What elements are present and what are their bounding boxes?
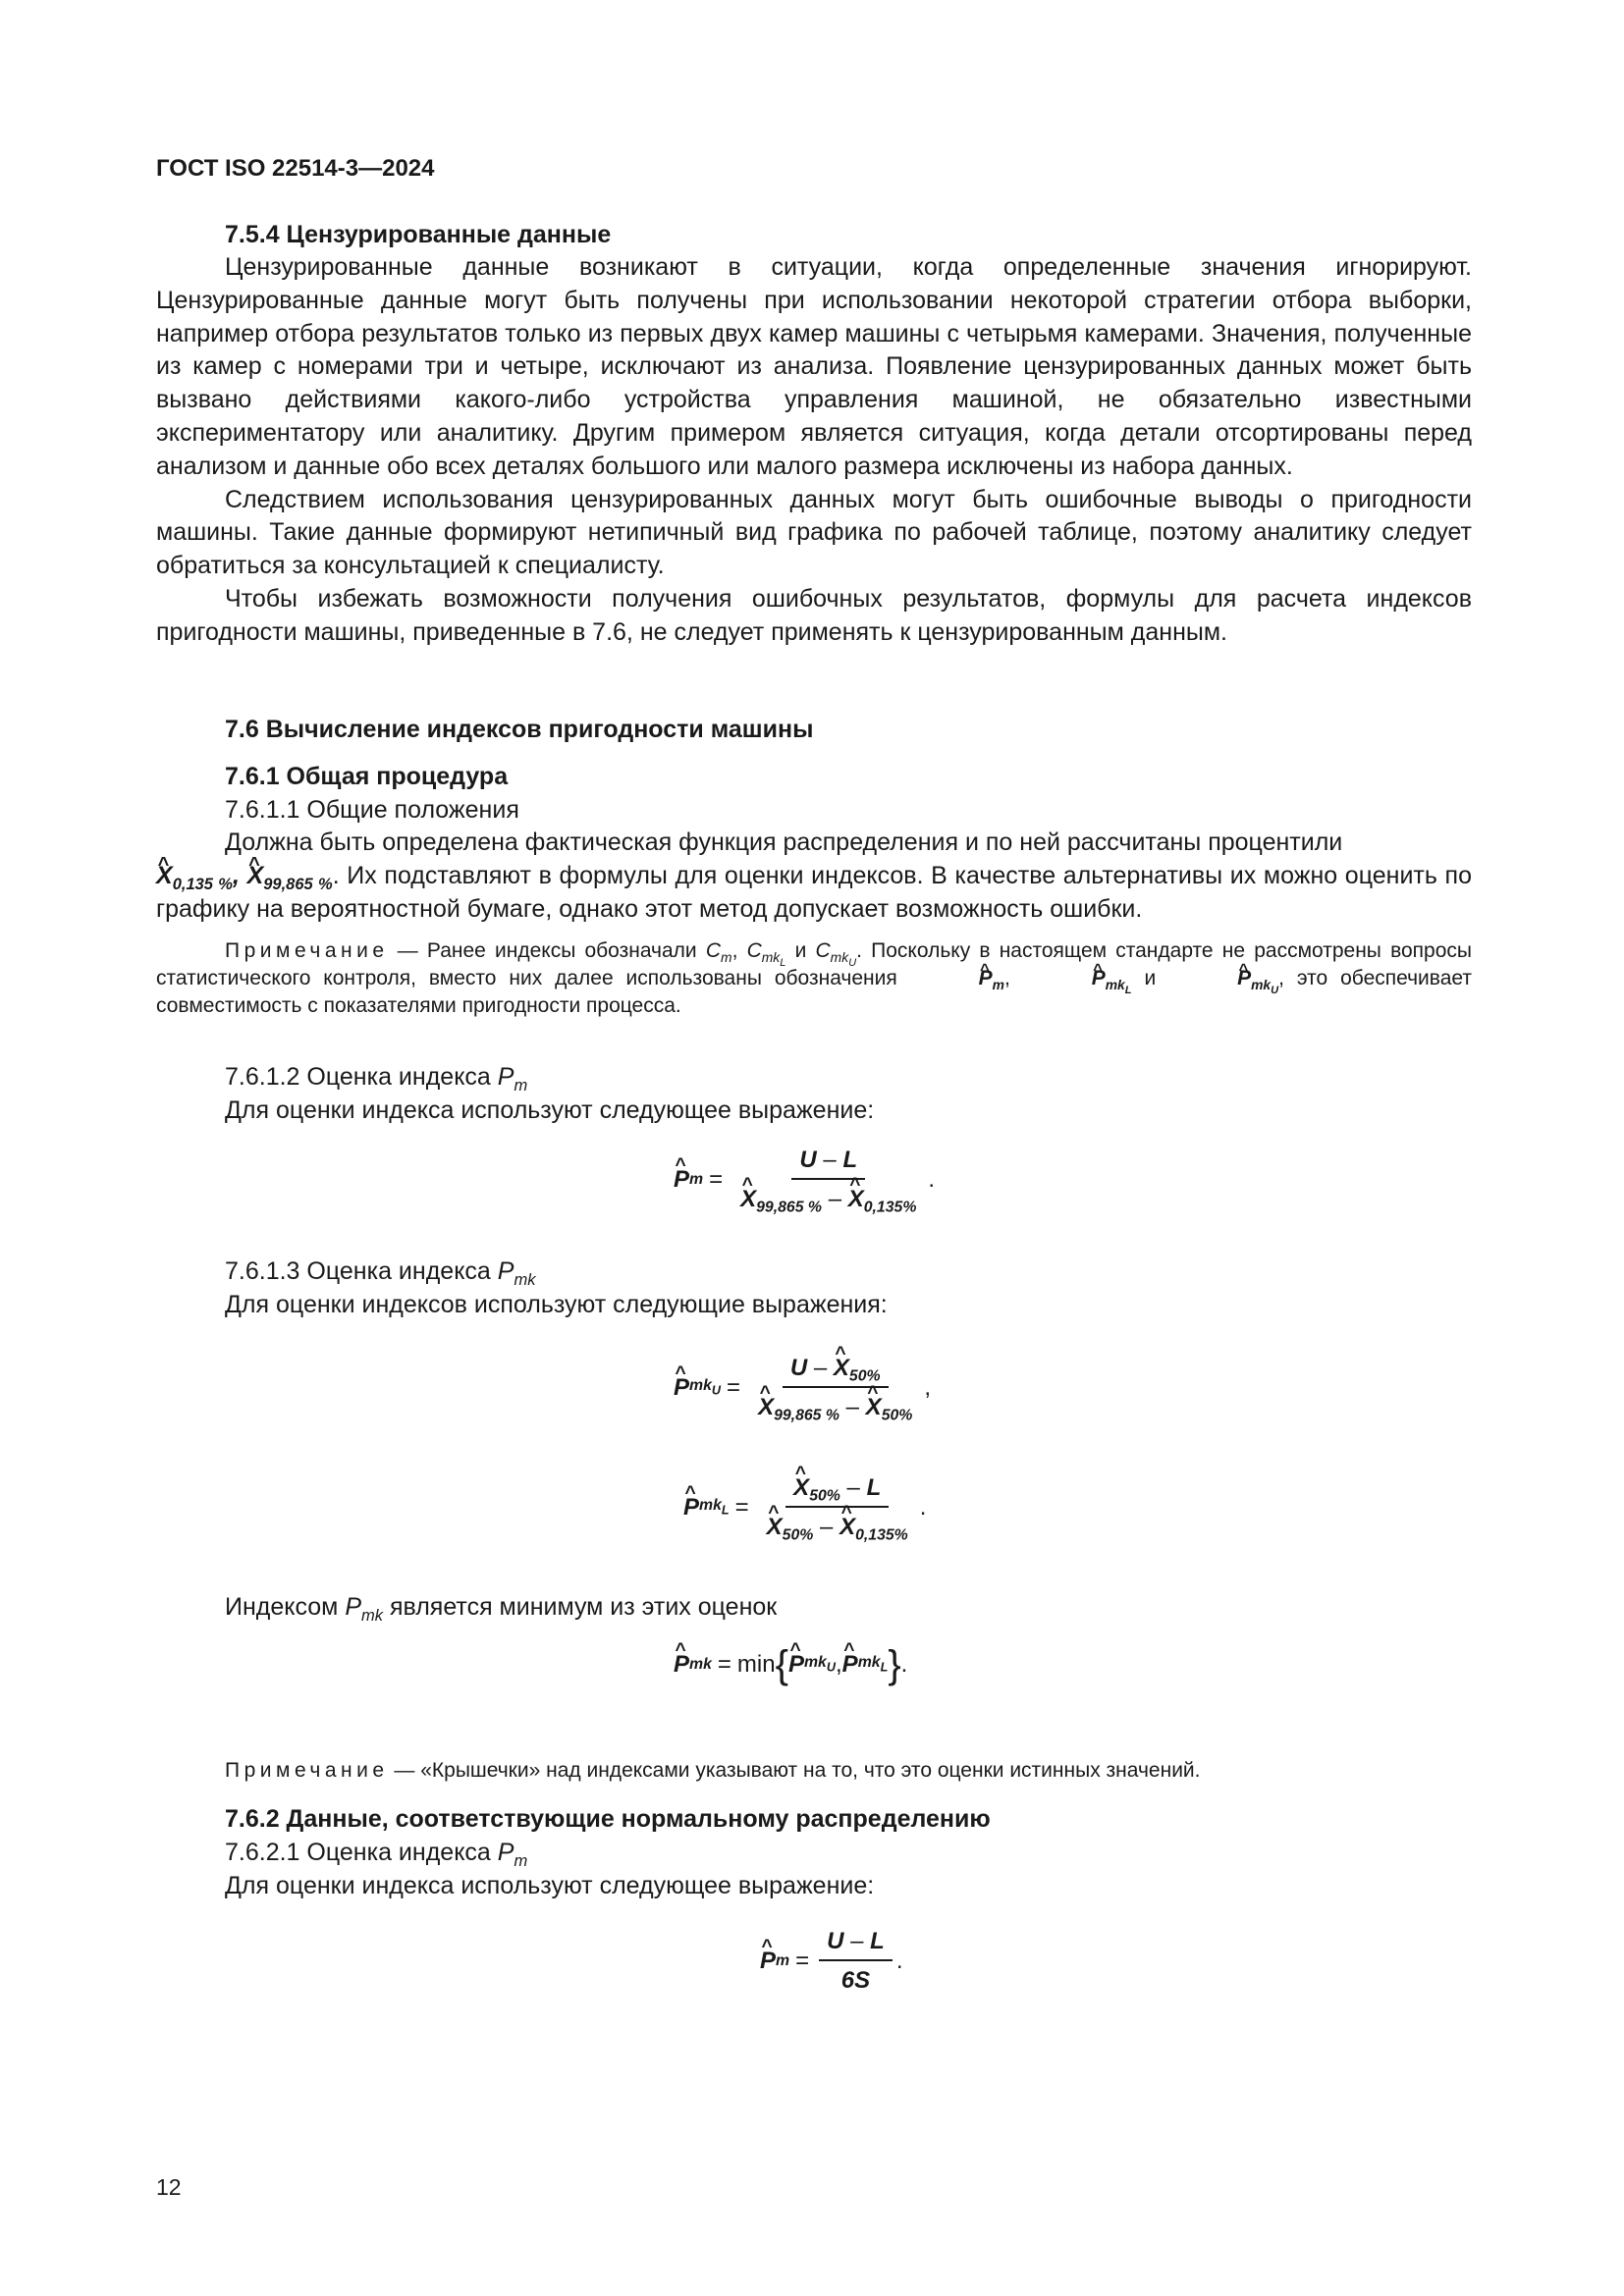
paragraph: Следствием использования цензурированных данных могут быть ошибочные выводы о пригодности машины. Такие данные формируют нетипичный вид графика по рабочей таблице, поэтому аналитику следует обратиться за консультацией к специалисту. (156, 485, 1472, 580)
formula-pm-percentile: ^ P m = U – L ^ $X_{99,865 \%}$ – ^ $X_{0,135\%}$ . (674, 1147, 935, 1213)
formula-pmku: ^ P $mk_U$ = U – ^ $X_{50\%}$ ^ $X_{99,865 \%}$ – ^ $X_{50\%}$ , (674, 1355, 931, 1421)
percentile-99865-symbol: ^ $X_{99,865 \%}$ (247, 862, 333, 889)
pmkl-hat-symbol: ^ $P_{mk_L}$ (1023, 967, 1132, 989)
paragraph: Для оценки индекса используют следующее выражение: (225, 1096, 875, 1124)
formula-pm-normal: ^ P m = $\frac{U - L}{6S}$ . (760, 1928, 903, 1995)
formula-pmkl: ^ P $mk_L$ = ^ $X_{50\%}$ – L ^ $X_{50\%}$ – ^ $X_{0,135\%}$ . (683, 1474, 926, 1541)
clause-7-6-1-3 (156, 1255, 1472, 1321)
section-7-5-4 (156, 218, 1472, 650)
paragraph: Цензурированные данные возникают в ситуации, когда определенные значения игнорируют. Цензурированные данные могут быть получены при использовании некоторой стратегии отбора выборки, например отбора результатов только из первых двух камер машины с четырьмя камерами. Значения, полученные из камер с номерами три и четыре, исключают из анализа. Появление цензурированных данных может быть вызвано действиями какого-либо устройства управления машиной, не обязательно известными экспериментатору или аналитику. Другим примером является ситуация, когда детали отсортированы перед анализом и данные обо всех деталях большого или малого размера исключены из набора данных. (156, 253, 1472, 480)
paragraph: ^ $X_{0,135 \%}$, ^ $X_{99,865 \%}$. Их подставляют в формулы для оценки индексов. В качестве альтернативы их можно оценить по графику на вероятностной бумаге, однако этот метод допускает возможность ошибки. (156, 860, 1472, 927)
paragraph-minimum: Индексом $P_{mk}$ является минимум из этих оценок (225, 1593, 778, 1625)
cmku-symbol: $C_{mk_U}$ (815, 939, 857, 970)
page-number: 12 (156, 2174, 182, 2200)
clause-heading: 7.6.1.2 Оценка индекса $P_m$ (225, 1063, 528, 1095)
section-7-6 (156, 713, 1472, 1020)
paragraph: Чтобы избежать возможности получения ошибочных результатов, формулы для расчета индексов пригодности машины, приведенные в 7.6, не следует применять к цензурированным данным. (156, 584, 1472, 646)
section-heading: 7.6 Вычисление индексов пригодности машины (225, 716, 814, 743)
clause-heading: 7.6.1.1 Общие положения (225, 796, 519, 824)
cmkl-symbol: $C_{mk_L}$ (746, 939, 786, 970)
subsection-7-6-2 (156, 1802, 1472, 1902)
paragraph: Для оценки индексов используют следующие выражения: (225, 1291, 888, 1318)
paragraph: Должна быть определена фактическая функция распределения и по ней рассчитаны процентили (225, 828, 1343, 856)
pmku-hat-symbol: ^ $P_{mk_U}$ (1168, 967, 1278, 989)
clause-7-6-1-2 (156, 1060, 1472, 1127)
note-hats: Примечание — «Крышечки» над индексами указывают на то, что это оценки истинных значений. (225, 1759, 1201, 1782)
section-heading: 7.5.4 Цензурированные данные (225, 221, 612, 248)
clause-heading: 7.6.2.1 Оценка индекса $P_m$ (225, 1839, 528, 1870)
subsection-heading: 7.6.2 Данные, соответствующие нормальному распределению (225, 1805, 991, 1833)
percentile-0135-symbol: ^ $X_{0,135 \%}$ (156, 862, 233, 889)
note: Примечание — Ранее индексы обозначали $C_m$, $C_{mk_L}$ и $C_{mk_U}$. Поскольку в настоящем стандарте не рассмотрены вопросы статистического контроля, вместо них далее использованы обозначения ^ $P_m$, ^ $P_{mk_L}$ и ^ $P_{mk_U}$, это обеспечивает совместимость с показателями пригодности процесса. (156, 937, 1472, 1020)
paragraph: Для оценки индекса используют следующее выражение: (225, 1872, 875, 1899)
pm-hat-symbol: ^ $P_m$ (910, 967, 1004, 989)
formula-pmk-min: ^ P mk = min { ^ P $mk_U$ , ^ P $mk_L$ } . (674, 1645, 907, 1684)
cm-symbol: $C_m$ (705, 939, 732, 966)
subsection-heading: 7.6.1 Общая процедура (225, 763, 509, 790)
clause-heading: 7.6.1.3 Оценка индекса $P_{mk}$ (225, 1257, 536, 1289)
standard-code: ГОСТ ISO 22514-3—2024 (156, 155, 435, 182)
